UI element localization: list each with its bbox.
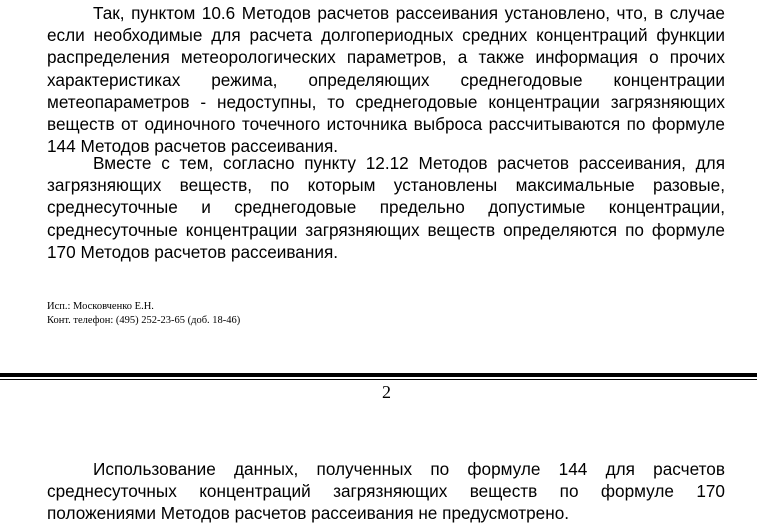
paragraph-text: Вместе с тем, согласно пункту 12.12 Методов расчетов рассеивания, для загрязняющих веществ, по которым установлены максимальные разовые, среднесуточные и среднегодовые предельно допустимые концентрации, среднесуточные концентрации загрязняющих веществ определяются по формуле 170 Методов расчетов рассеивания.: [47, 153, 725, 262]
paragraph-conclusion: [47, 458, 725, 525]
paragraph-formula-170: [47, 152, 725, 263]
page-break-line: [0, 373, 757, 377]
paragraph-text: Использование данных, полученных по формуле 144 для расчетов среднесуточных концентраций загрязняющих веществ по формуле 170 положениями Методов расчетов рассеивания не предусмотрено.: [47, 459, 725, 524]
paragraph-text: Так, пунктом 10.6 Методов расчетов рассеивания установлено, что, в случае если необходимые для расчета долгопериодных средних концентраций функции распределения метеорологических параметров, а также информация о прочих характеристиках режима, определяющих среднегодовые концентрации метеопараметров - недоступны, то среднегодовые концентрации загрязняющих веществ от одиночного точечного источника выброса рассчитываются по формуле 144 Методов расчетов рассеивания.: [47, 3, 725, 157]
paragraph-formula-144: [47, 2, 725, 157]
executor-name: Исп.: Московченко Е.Н.: [47, 301, 154, 312]
page-break-line-thin: [0, 379, 757, 380]
contact-phone: Конт. телефон: (495) 252-23-65 (доб. 18-46): [47, 315, 241, 326]
page-number: 2: [382, 382, 391, 402]
